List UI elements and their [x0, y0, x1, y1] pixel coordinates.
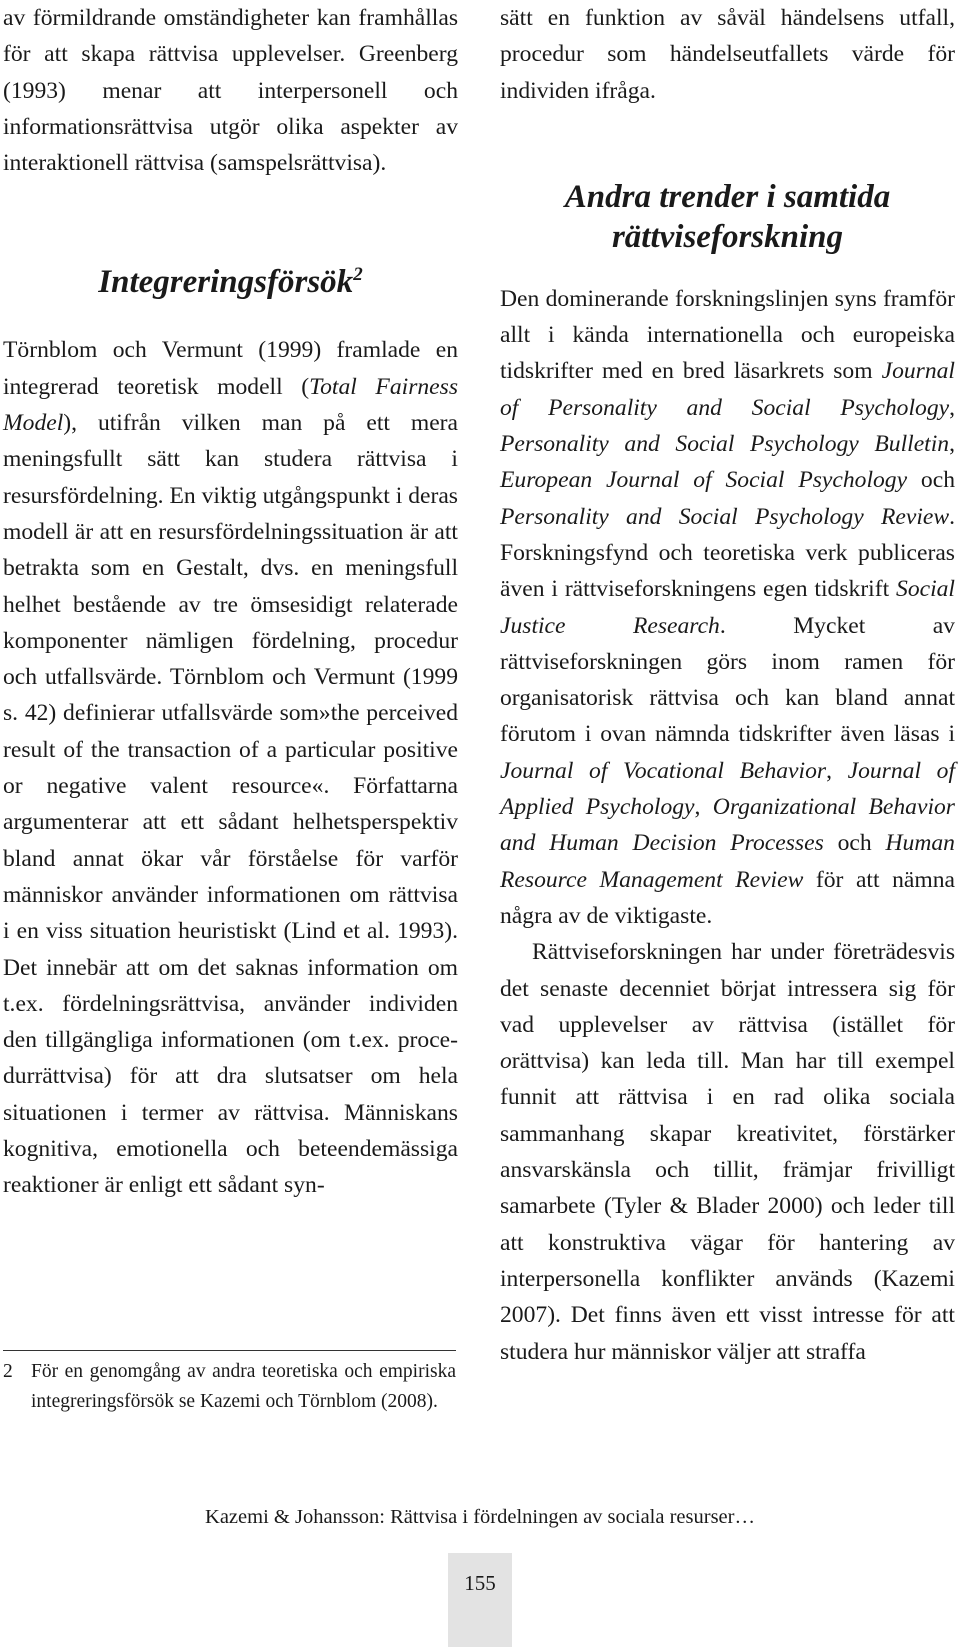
journal-title: Human Resource Management Review [500, 830, 955, 893]
footnote-number: 2 [3, 1361, 13, 1382]
text-run: , [949, 394, 955, 421]
section-heading-andra-trender [500, 177, 955, 257]
italic-term: Total Fairness Model [3, 373, 459, 437]
left-paragraph-top: av förmildrande omständigheter kan framhållas för att skapa rättvisa upplevelser. Greenberg (1993) menar att interpersonell och informationsrättvisa utgör olika aspekter av interaktionell rättvisa (samspelsrättvisa). [3, 5, 458, 177]
heading-line-2: rättviseforskning [611, 218, 844, 255]
text-run: , [694, 794, 713, 821]
text-run: , [826, 757, 848, 784]
journal-title: Organizational Behavior and Human Decision Processes [500, 794, 955, 857]
heading-text: Integreringsförsök [98, 264, 354, 301]
section-heading-integreringsforsok [3, 264, 458, 300]
journal-title: Journal of Vocational Behavior [500, 757, 827, 784]
text-run: och [907, 467, 955, 494]
right-paragraph-top: sätt en funktion av såväl händelsens utfall, procedur som händelseutfallets värde för individen ifråga. [500, 5, 955, 104]
footnote-text: För en genomgång av andra teoretiska och empiriska integreringsförsök se Kazemi och Törnblom (2008). [31, 1361, 456, 1412]
italic-prefix: o [500, 1048, 512, 1075]
left-column [3, 0, 458, 1204]
text-run: Törnblom och Vermunt (1999) framlade en integrerad teoretisk modell ( [3, 337, 458, 400]
journal-title: Personality and Social Psychology Bulletin [500, 431, 950, 458]
journal-title: European Journal of Social Psychology [500, 467, 908, 494]
running-footer: Kazemi & Johansson: Rättvisa i fördelningen av sociala resurser… [205, 1506, 755, 1528]
text-run: , [949, 431, 955, 458]
text-run: och [823, 830, 886, 857]
text-run: Den dominerande forskningslinjen syns framför allt i kända internationella och europeiska tidskrifter med en bred läsarkrets som [500, 285, 955, 385]
text-run: Rättviseforskningen har under företrädesvis det senaste decenniet börjat intressera sig för vad upplevelser av rättvisa (istället för [500, 939, 955, 1038]
text-run: för att nämna några av de viktigaste. [500, 866, 955, 929]
footnote-rule [3, 1350, 456, 1351]
footnote-ref: 2 [353, 264, 363, 286]
text-run: . Forskningsfynd och teoretiska verk publiceras även i rättviseforskningens egen tidskrift [500, 503, 955, 603]
right-paragraph-2 [500, 934, 955, 1370]
page-number-box [448, 1553, 512, 1647]
text-run: . Mycket av rättviseforskningen görs inom ramen för organisatorisk rättvisa och kan bland annat förutom i ovan nämnda tidskrifter även läsas i [500, 612, 955, 748]
journal-title: Journal of Applied Psychology [500, 757, 955, 821]
heading-line-1: Andra trender i samtida [564, 178, 891, 215]
text-run: ), utifrån vilken man på ett mera meningsfullt sätt kan studera rättvisa i resursfördelning. En viktig utgångspunkt i deras modell är att en resursfördelningssituation är att betrakta som en Gestalt, dvs. en meningsfull helhet bestående av tre ömsesidigt relaterade komponenter nämligen fördelning, procedur och utfallsvärde. Törnblom och Vermunt (1999 s. 42) definierar utfallsvärde som»the perceived result of the transaction of a particular positive or negative valent resource«. Författarna argumenterar att ett sådant helhetsperspektiv bland annat ökar vår förståelse för varför människor använder informationen om rättvisa i en viss situation heuristiskt (Lind et al. 1993). Det innebär att om det saknas information om t.ex. fördelningsrättvisa, använder individen den tillgängliga informationen (om t.ex. procedurrättvisa) för att dra slutsatser om hela situationen i termer av rättvisa. Människans kognitiva, emotionella och beteendemässiga reaktioner är enligt ett sådant syn- [3, 410, 458, 1199]
page-number: 155 [464, 1571, 496, 1595]
text-run: rättvisa) kan leda till. Man har till exempel funnit att rättvisa i en rad olika sociala sammanhang skapar kreativitet, förstärker ansvarskänsla och tillit, främjar frivilligt samarbete (Tyler & Blader 2000) och leder till att konstruktiva vägar för hantering av interpersonella konflikter används (Kazemi 2007). Det finns även ett visst intresse för att studera hur människor väljer att straffa [500, 1048, 955, 1365]
right-paragraph-1 [500, 281, 955, 934]
right-column [500, 0, 955, 1370]
left-paragraph-body [3, 332, 458, 1203]
footnote [3, 1357, 456, 1417]
journal-title: Journal of Personality and Social Psychology [500, 358, 955, 421]
journal-title: Personality and Social Psychology Review [500, 503, 950, 530]
journal-title: Social Justice Research [500, 576, 955, 639]
